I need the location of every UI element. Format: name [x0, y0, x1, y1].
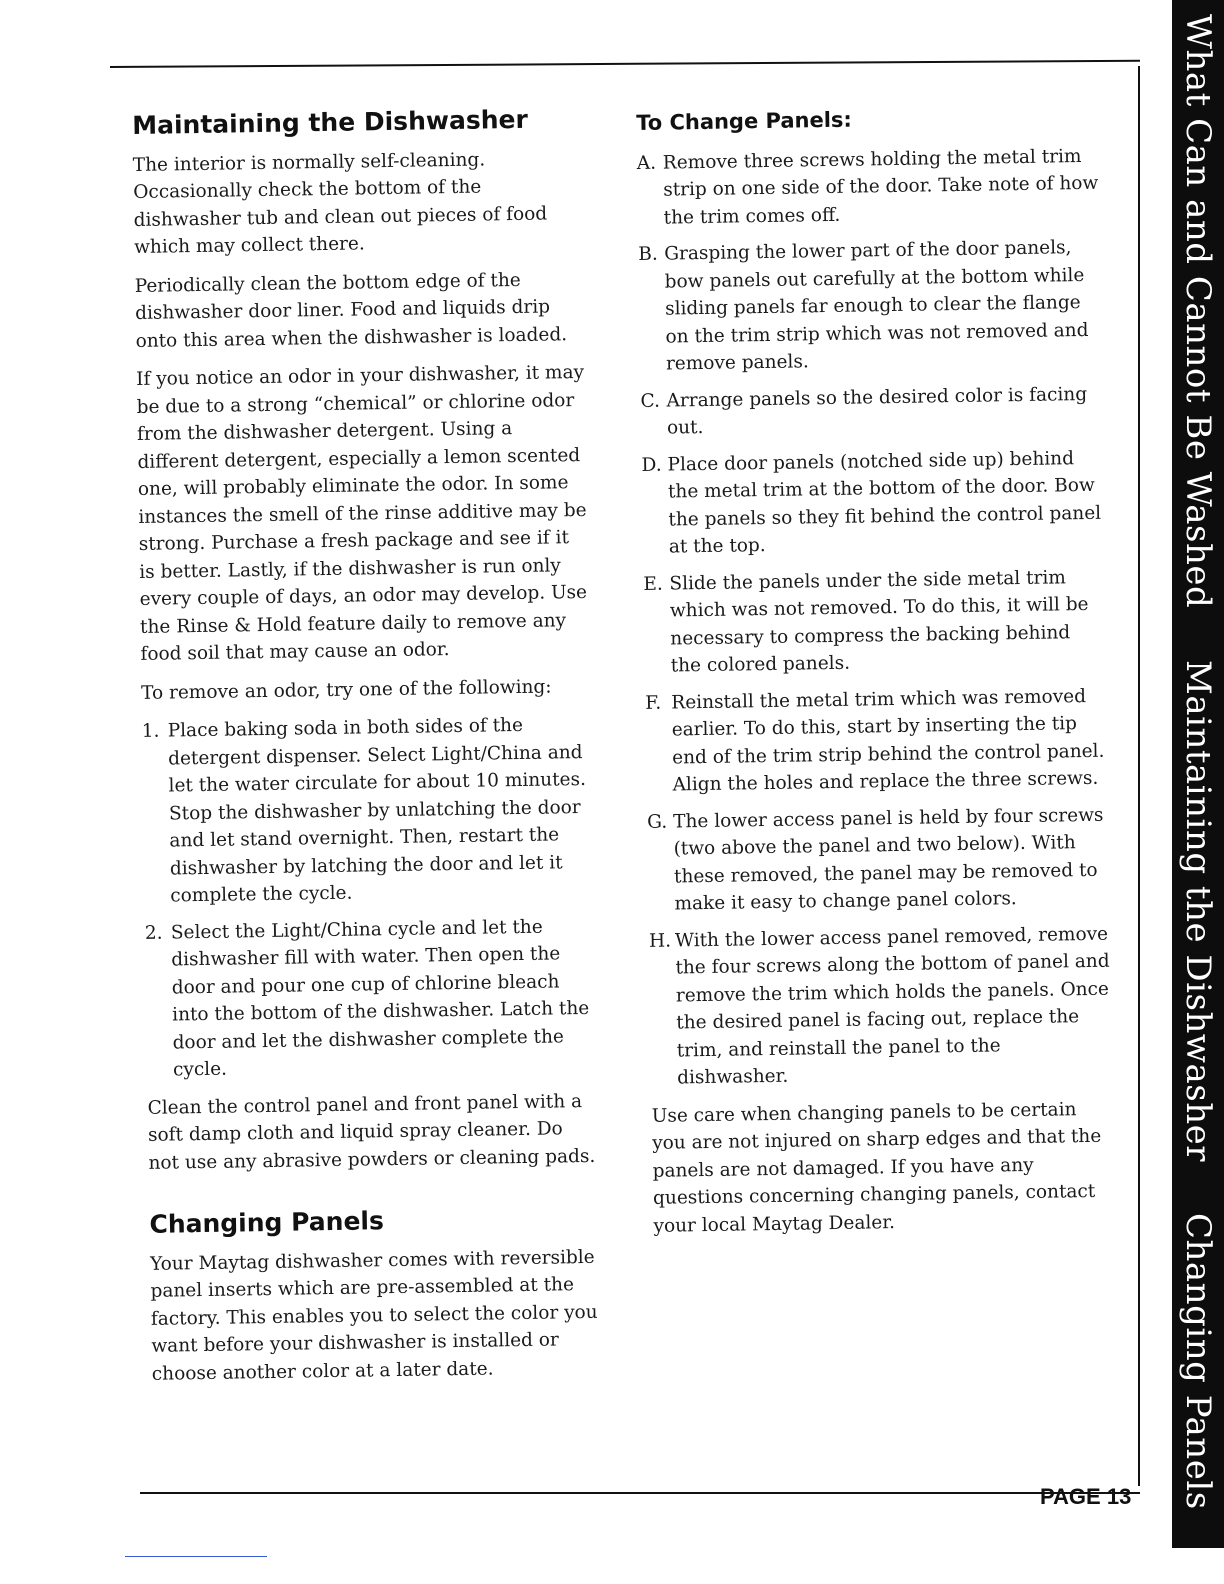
caution-paragraph: Use care when changing panels to be certain you are not injured on sharp edges and that the panels are not damaged. If you have any questions concerning changing panels, contact your local Maytag Dealer. [651, 1098, 1102, 1237]
maintaining-heading: Maintaining the Dishwasher [131, 104, 529, 140]
list-item [643, 563, 1107, 680]
sidebar-tab-changing-panels[interactable]: Changing Panels [1178, 1212, 1218, 1510]
maintaining-paragraph: To remove an odor, try one of the following: [140, 675, 552, 704]
frame-top-rule [110, 60, 1140, 68]
list-marker: E. [643, 573, 663, 595]
right-column [636, 103, 1116, 1251]
list-text: Select the Light/China cycle and let the dishwasher fill with water. Then open the door and pour one cup of chlorine bleach into the bottom of the dishwasher. Latch the door and let the dishwasher complete the cycle. [170, 916, 590, 1081]
list-item [649, 920, 1114, 1092]
list-item [645, 682, 1109, 799]
frame-right-rule [1138, 66, 1140, 1486]
list-item [142, 711, 595, 911]
to-change-panels-heading: To Change Panels: [636, 107, 853, 135]
list-text: Remove three screws holding the metal trim strip on one side of the door. Take note of how the trim comes off. [662, 145, 1099, 229]
list-item [640, 380, 1103, 442]
list-marker: 2. [144, 922, 163, 944]
list-item [647, 801, 1111, 918]
list-text: Reinstall the metal trim which was removed earlier. To do this, start by inserting the tip end of the trim strip behind the control panel. Align the holes and replace the three screws. [671, 685, 1105, 796]
changing-panels-heading: Changing Panels [149, 1206, 385, 1239]
list-marker: B. [638, 243, 658, 265]
maintaining-paragraph: The interior is normally self-cleaning. Occasionally check the bottom of the dishwasher tub and clean out pieces of food which may collect there. [132, 148, 548, 258]
changing-panels-paragraph: Your Maytag dishwasher comes with reversible panel inserts which are pre-assembled at the factory. This enables you to select the color you want before your dishwasher is installed or choose another color at a later date. [149, 1246, 598, 1385]
list-marker: F. [645, 692, 662, 714]
scan-mark-line [125, 1556, 267, 1557]
left-column [132, 105, 602, 1399]
list-marker: C. [640, 390, 661, 412]
list-text: Grasping the lower part of the door panels, bow panels out carefully at the bottom while sliding panels far enough to clear the flange on the trim strip which was not removed and remove panels. [664, 237, 1089, 375]
list-text: Arrange panels so the desired color is facing out. [666, 383, 1088, 439]
list-marker: G. [647, 811, 668, 833]
list-marker: D. [641, 454, 662, 476]
list-text: The lower access panel is held by four screws (two above the panel and two below). With these removed, the panel may be removed to make it easy to change panel colors. [673, 804, 1104, 915]
sidebar-tab-what-can-be-washed[interactable]: What Can and Cannot Be Washed [1178, 14, 1218, 609]
page-number: PAGE 13 [1040, 1484, 1132, 1509]
list-text: Place baking soda in both sides of the detergent dispenser. Select Light/China and let the water circulate for about 10 minutes. Stop the dishwasher by unlatching the door and let stand overnight. Then, restart the dishwasher by latching the door and let it complete the cycle. [167, 714, 587, 907]
list-marker: H. [648, 930, 672, 952]
section-sidebar [1172, 0, 1224, 1548]
list-marker: 1. [141, 720, 160, 742]
panel-steps-list [637, 142, 1114, 1092]
frame-bottom-rule [140, 1492, 1140, 1494]
cleaning-paragraph: Clean the control panel and front panel with a soft damp cloth and liquid spray cleaner. Do not use any abrasive powders or cleaning pads. [147, 1090, 596, 1174]
odor-steps-list [142, 711, 598, 1085]
sidebar-tab-maintaining[interactable]: Maintaining the Dishwasher [1178, 659, 1218, 1162]
list-marker: A. [636, 152, 657, 174]
list-text: Place door panels (notched side up) behind the metal trim at the bottom of the door. Bow the panels so they fit behind the control panel at the top. [667, 447, 1102, 558]
maintaining-paragraph: Periodically clean the bottom edge of the dishwasher door liner. Food and liquids drip onto this area when the dishwasher is loaded. [134, 269, 568, 352]
list-item [641, 444, 1105, 561]
sidebar-tabs [1178, 14, 1218, 1548]
list-text: With the lower access panel removed, remove the four screws along the bottom of panel and remove the trim which holds the panels. Once the desired panel is facing out, replace the trim, and reinstall the panel to the dishwasher. [674, 923, 1110, 1089]
list-item [145, 912, 598, 1084]
maintaining-paragraph: If you notice an odor in your dishwasher, it may be due to a strong “chemical” or chlorine odor from the dishwasher detergent. Using a different detergent, especially a lemon scented one, will probably eliminate the odor. In some instances the smell of the rinse additive may be strong. Purchase a fresh package and see if it is better. Lastly, if the dishwasher is run only every couple of days, an odor may develop. Use the Rinse & Hold feature daily to remove any food soil that may cause an odor. [136, 361, 588, 665]
list-item [637, 142, 1100, 232]
list-item [638, 234, 1102, 379]
list-text: Slide the panels under the side metal trim which was not removed. To do this, it will be necessary to compress the backing behind the colored panels. [669, 566, 1089, 677]
